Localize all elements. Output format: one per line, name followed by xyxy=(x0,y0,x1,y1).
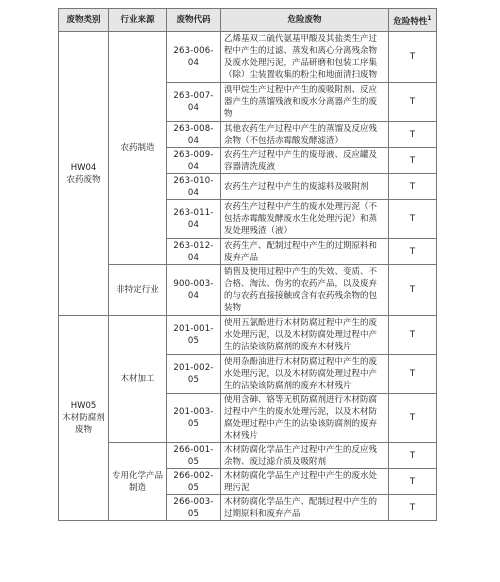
category-cell xyxy=(59,316,109,521)
waste-description-cell: 使用杂酚油进行木材防腐过程中产生的废水处理污泥，以及木材防腐处理过程中产生的沾染该防腐剂的废弃木材残片 xyxy=(221,355,389,394)
hazard-trait-cell: T xyxy=(389,443,437,469)
waste-description-cell: 使用含砷、铬等无机防腐剂进行木材防腐过程中产生的废水处理污泥，以及木材防腐处理过程中产生的沾染该防腐剂的废弃木材残片 xyxy=(221,394,389,443)
header-code: 废物代码 xyxy=(167,9,221,32)
waste-code-cell: 900-003-04 xyxy=(167,265,221,316)
source-cell: 非特定行业 xyxy=(109,265,167,316)
header-trait-footnote: 1 xyxy=(427,14,432,22)
waste-description-cell: 销售及使用过程中产生的失效、变质、不合格、淘汰、伪劣的农药产品，以及废弃的与农药直接接触或含有农药残余物的包装物 xyxy=(221,265,389,316)
hazard-trait-cell: T xyxy=(389,148,437,174)
source-cell: 木材加工 xyxy=(109,316,167,443)
table-row xyxy=(59,32,437,83)
waste-code-cell: 263-011-04 xyxy=(167,200,221,239)
waste-description-cell: 其他农药生产过程中产生的蒸馏及反应残余物（不包括赤霉酸发酵滤渣） xyxy=(221,122,389,148)
hazard-trait-cell: T xyxy=(389,265,437,316)
hazard-trait-cell: T xyxy=(389,200,437,239)
waste-description-cell: 木材防腐化学品生产过程中产生的反应残余物、废过滤介质及吸附剂 xyxy=(221,443,389,469)
category-code: HW05 xyxy=(70,401,97,411)
waste-code-cell: 266-002-05 xyxy=(167,469,221,495)
category-name: 农药废物 xyxy=(66,174,101,185)
hazard-trait-cell: T xyxy=(389,394,437,443)
waste-code-cell: 263-007-04 xyxy=(167,83,221,122)
hazard-trait-cell: T xyxy=(389,122,437,148)
hazard-trait-cell: T xyxy=(389,316,437,355)
waste-description-cell: 农药生产、配制过程中产生的过期原料和废弃产品 xyxy=(221,239,389,265)
waste-code-cell: 266-003-05 xyxy=(167,495,221,521)
table-row xyxy=(59,443,437,469)
table-row xyxy=(59,316,437,355)
source-cell: 专用化学产品制造 xyxy=(109,443,167,521)
hazardous-waste-table-container xyxy=(58,8,437,521)
waste-description-cell: 溴甲烷生产过程中产生的废吸附剂、反应器产生的蒸馏残液和废水分离器产生的废物 xyxy=(221,83,389,122)
hazardous-waste-table xyxy=(58,8,437,521)
category-name: 木材防腐剂废物 xyxy=(62,413,105,435)
waste-code-cell: 201-001-05 xyxy=(167,316,221,355)
waste-code-cell: 201-003-05 xyxy=(167,394,221,443)
hazard-trait-cell: T xyxy=(389,495,437,521)
waste-code-cell: 201-002-05 xyxy=(167,355,221,394)
waste-description-cell: 农药生产过程中产生的废水处理污泥（不包括赤霉酸发酵废水生化处理污泥）和蒸发处理残渣（液） xyxy=(221,200,389,239)
hazard-trait-cell: T xyxy=(389,32,437,83)
waste-code-cell: 263-010-04 xyxy=(167,174,221,200)
header-trait-label: 危险特性 xyxy=(393,16,428,27)
hazard-trait-cell: T xyxy=(389,83,437,122)
table-row xyxy=(59,265,437,316)
table-header-row xyxy=(59,9,437,32)
waste-code-cell: 263-009-04 xyxy=(167,148,221,174)
hazard-trait-cell: T xyxy=(389,469,437,495)
waste-description-cell: 使用五氯酚进行木材防腐过程中产生的废水处理污泥，以及木材防腐处理过程中产生的沾染该防腐剂的废弃木材残片 xyxy=(221,316,389,355)
waste-description-cell: 乙烯基双二硫代氨基甲酸及其盐类生产过程中产生的过滤、蒸发和离心分离残余物及废水处理污泥，产品研磨和包装工序集（除）尘装置收集的粉尘和地面清扫废物 xyxy=(221,32,389,83)
waste-description-cell: 农药生产过程中产生的废母液、反应罐及容器清洗废液 xyxy=(221,148,389,174)
hazard-trait-cell: T xyxy=(389,174,437,200)
header-trait xyxy=(389,9,437,32)
table-body xyxy=(59,32,437,521)
header-source: 行业来源 xyxy=(109,9,167,32)
header-waste: 危险废物 xyxy=(221,9,389,32)
hazard-trait-cell: T xyxy=(389,239,437,265)
category-cell xyxy=(59,32,109,316)
header-category: 废物类别 xyxy=(59,9,109,32)
waste-code-cell: 263-008-04 xyxy=(167,122,221,148)
waste-code-cell: 263-006-04 xyxy=(167,32,221,83)
waste-code-cell: 263-012-04 xyxy=(167,239,221,265)
category-code: HW04 xyxy=(70,162,97,173)
waste-description-cell: 木材防腐化学品生产过程中产生的废水处理污泥 xyxy=(221,469,389,495)
waste-description-cell: 农药生产过程中产生的废滤料及吸附剂 xyxy=(221,174,389,200)
hazard-trait-cell: T xyxy=(389,355,437,394)
source-cell: 农药制造 xyxy=(109,32,167,265)
waste-code-cell: 266-001-05 xyxy=(167,443,221,469)
waste-description-cell: 木材防腐化学品生产、配制过程中产生的过期原料和废弃产品 xyxy=(221,495,389,521)
